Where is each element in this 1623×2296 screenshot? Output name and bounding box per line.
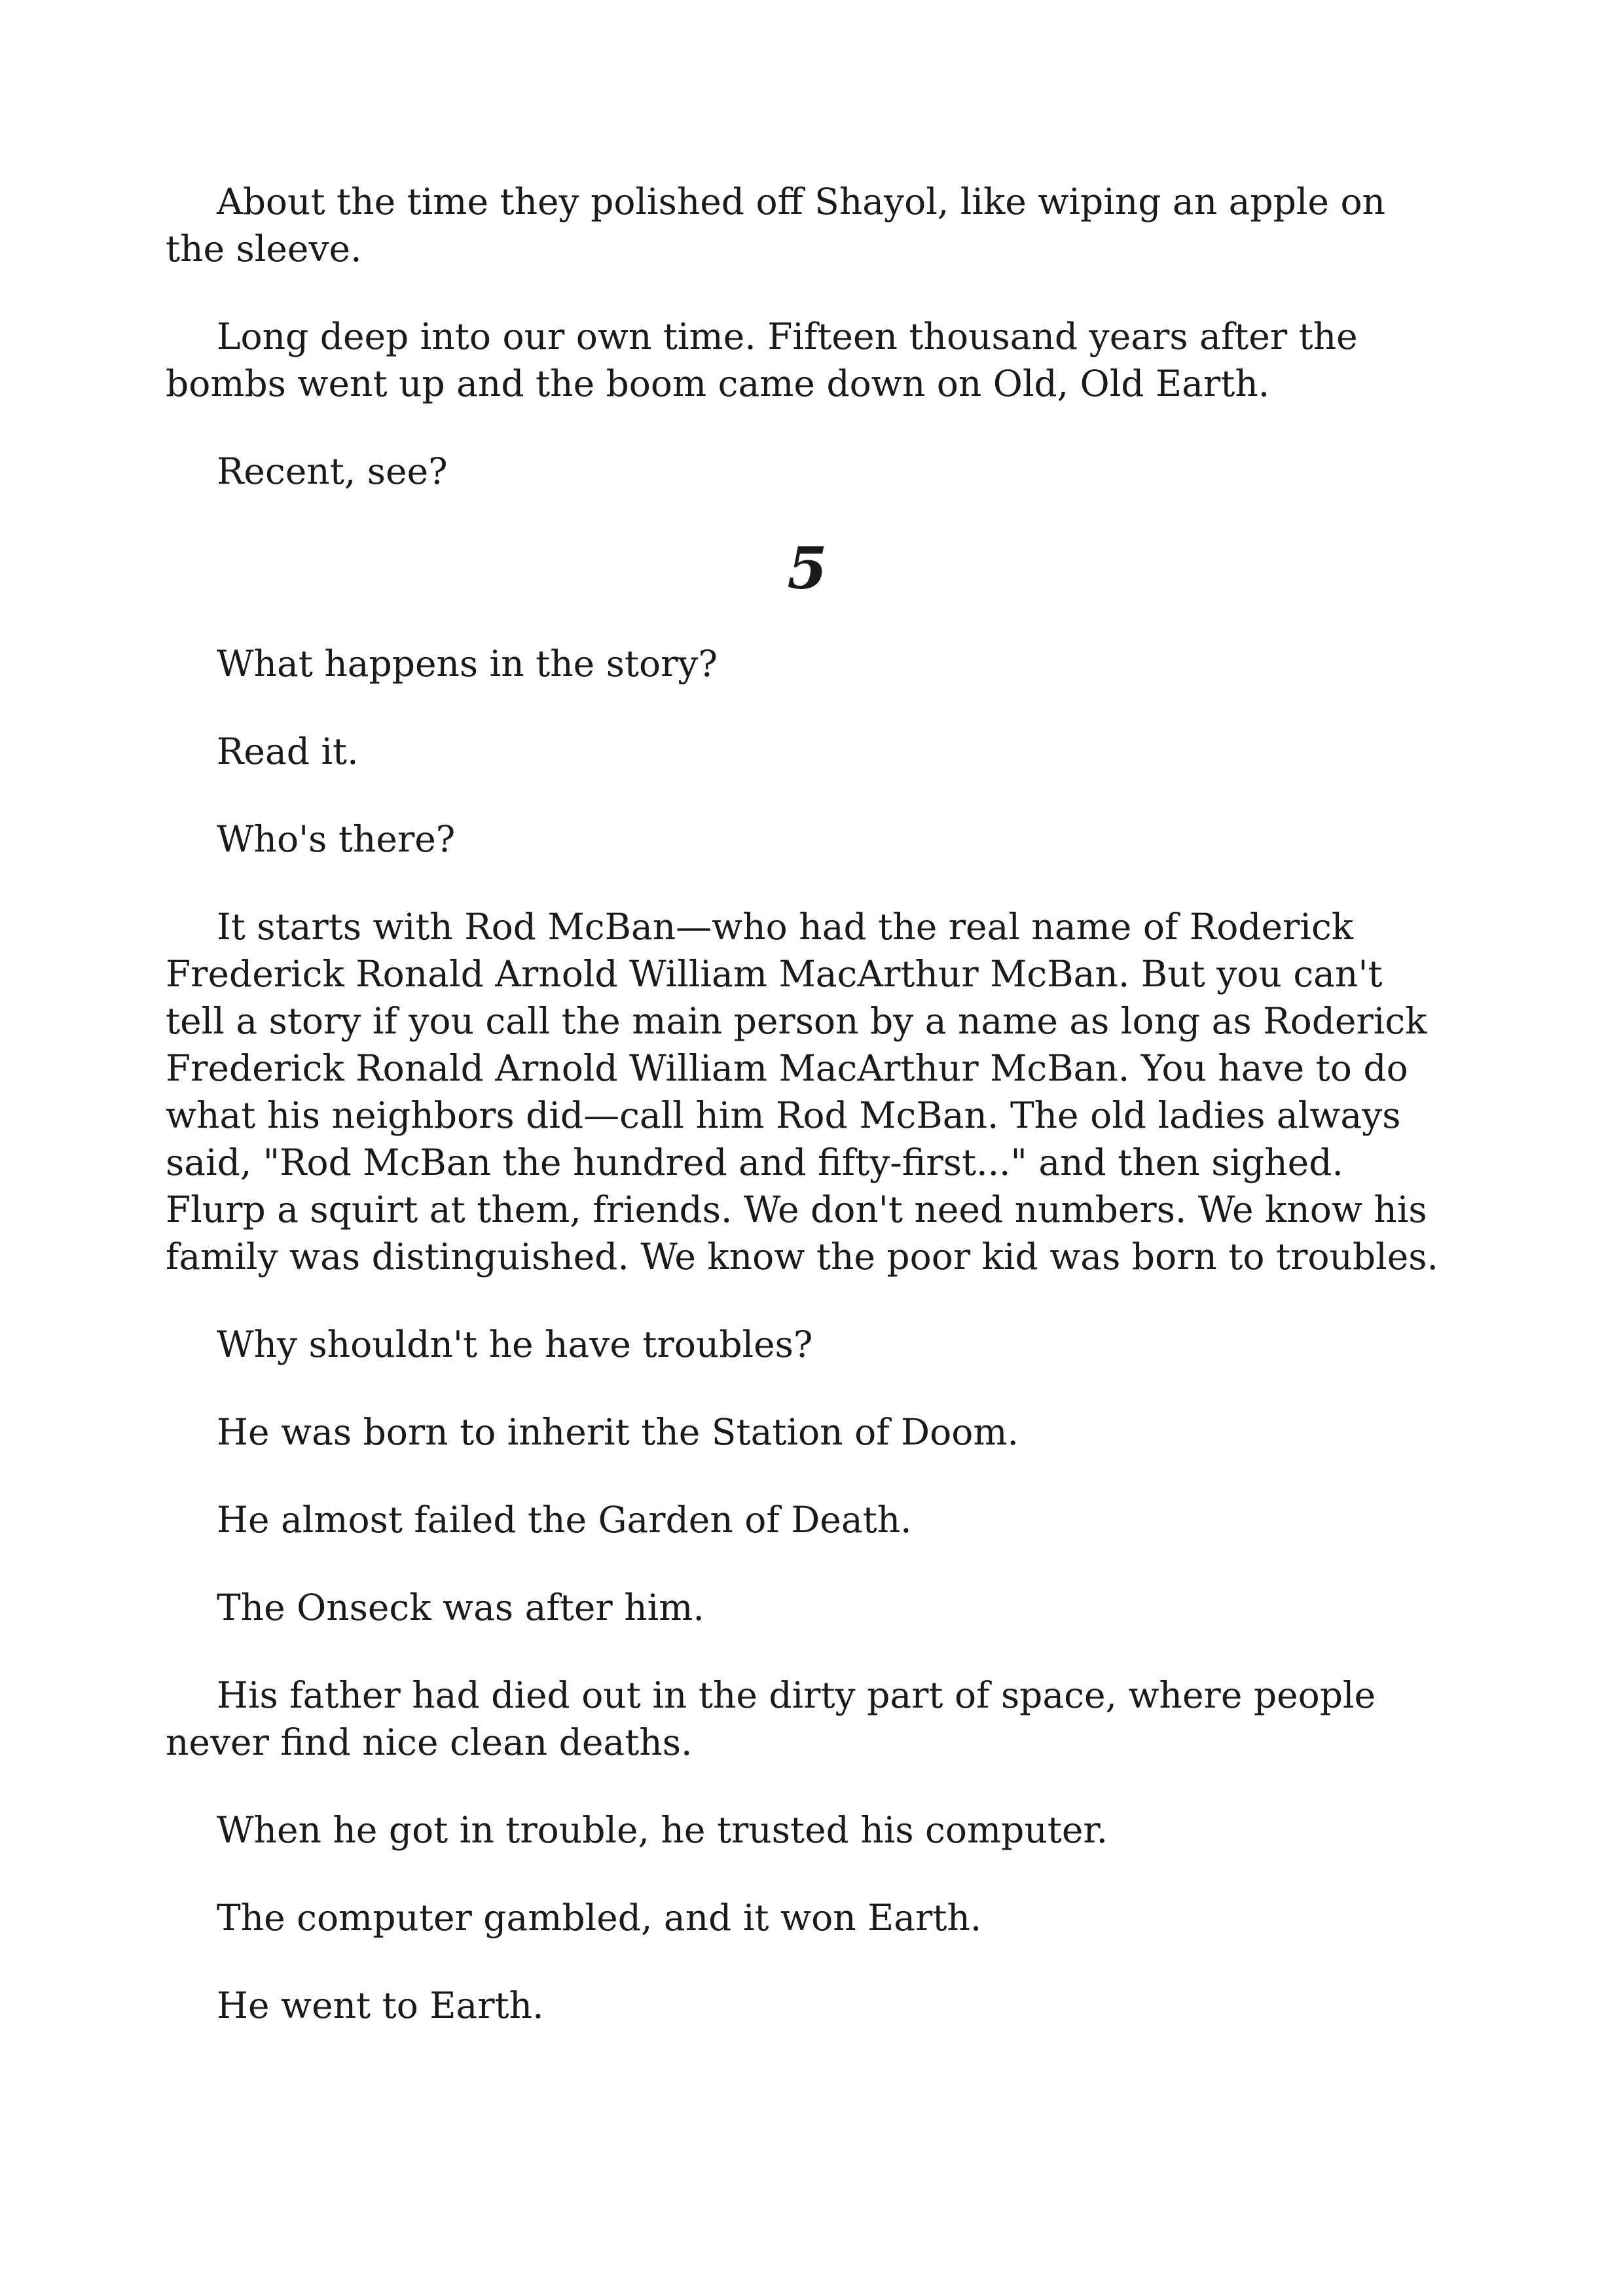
document-page <box>166 178 1449 2070</box>
paragraph: Who's there? <box>217 818 456 860</box>
paragraph: The Onseck was after him. <box>217 1587 704 1628</box>
paragraph: His father had died out in the dirty part of space, where people never find nice clean deaths. <box>166 1674 1376 1763</box>
paragraph: He went to Earth. <box>217 1984 544 2026</box>
paragraph: Why shouldn't he have troubles? <box>217 1323 813 1365</box>
paragraph: It starts with Rod McBan—who had the real name of Roderick Frederick Ronald Arnold William MacArthur McBan. But you can't tell a story if you call the main person by a name as long as Roderick Frederick Ronald Arnold William MacArthur McBan. You have to do what his neighbors did—call him Rod McBan. The old ladies always said, "Rod McBan the hundred and fifty-first..." and then sighed. Flurp a squirt at them, friends. We don't need numbers. We know his family was distinguished. We know the poor kid was born to troubles. <box>166 906 1438 1278</box>
paragraph: Recent, see? <box>217 450 448 492</box>
paragraph: Read it. <box>217 730 359 772</box>
paragraph: He was born to inherit the Station of Doom. <box>217 1411 1019 1453</box>
paragraph: The computer gambled, and it won Earth. <box>217 1897 982 1939</box>
paragraph: Long deep into our own time. Fifteen thousand years after the bombs went up and the boom came down on Old, Old Earth. <box>166 315 1358 404</box>
paragraph: What happens in the story? <box>217 643 718 685</box>
paragraph: He almost failed the Garden of Death. <box>217 1499 912 1541</box>
paragraph: When he got in trouble, he trusted his computer. <box>217 1809 1108 1851</box>
chapter-number: 5 <box>787 534 828 602</box>
paragraph: About the time they polished off Shayol, like wiping an apple on the sleeve. <box>166 181 1385 270</box>
